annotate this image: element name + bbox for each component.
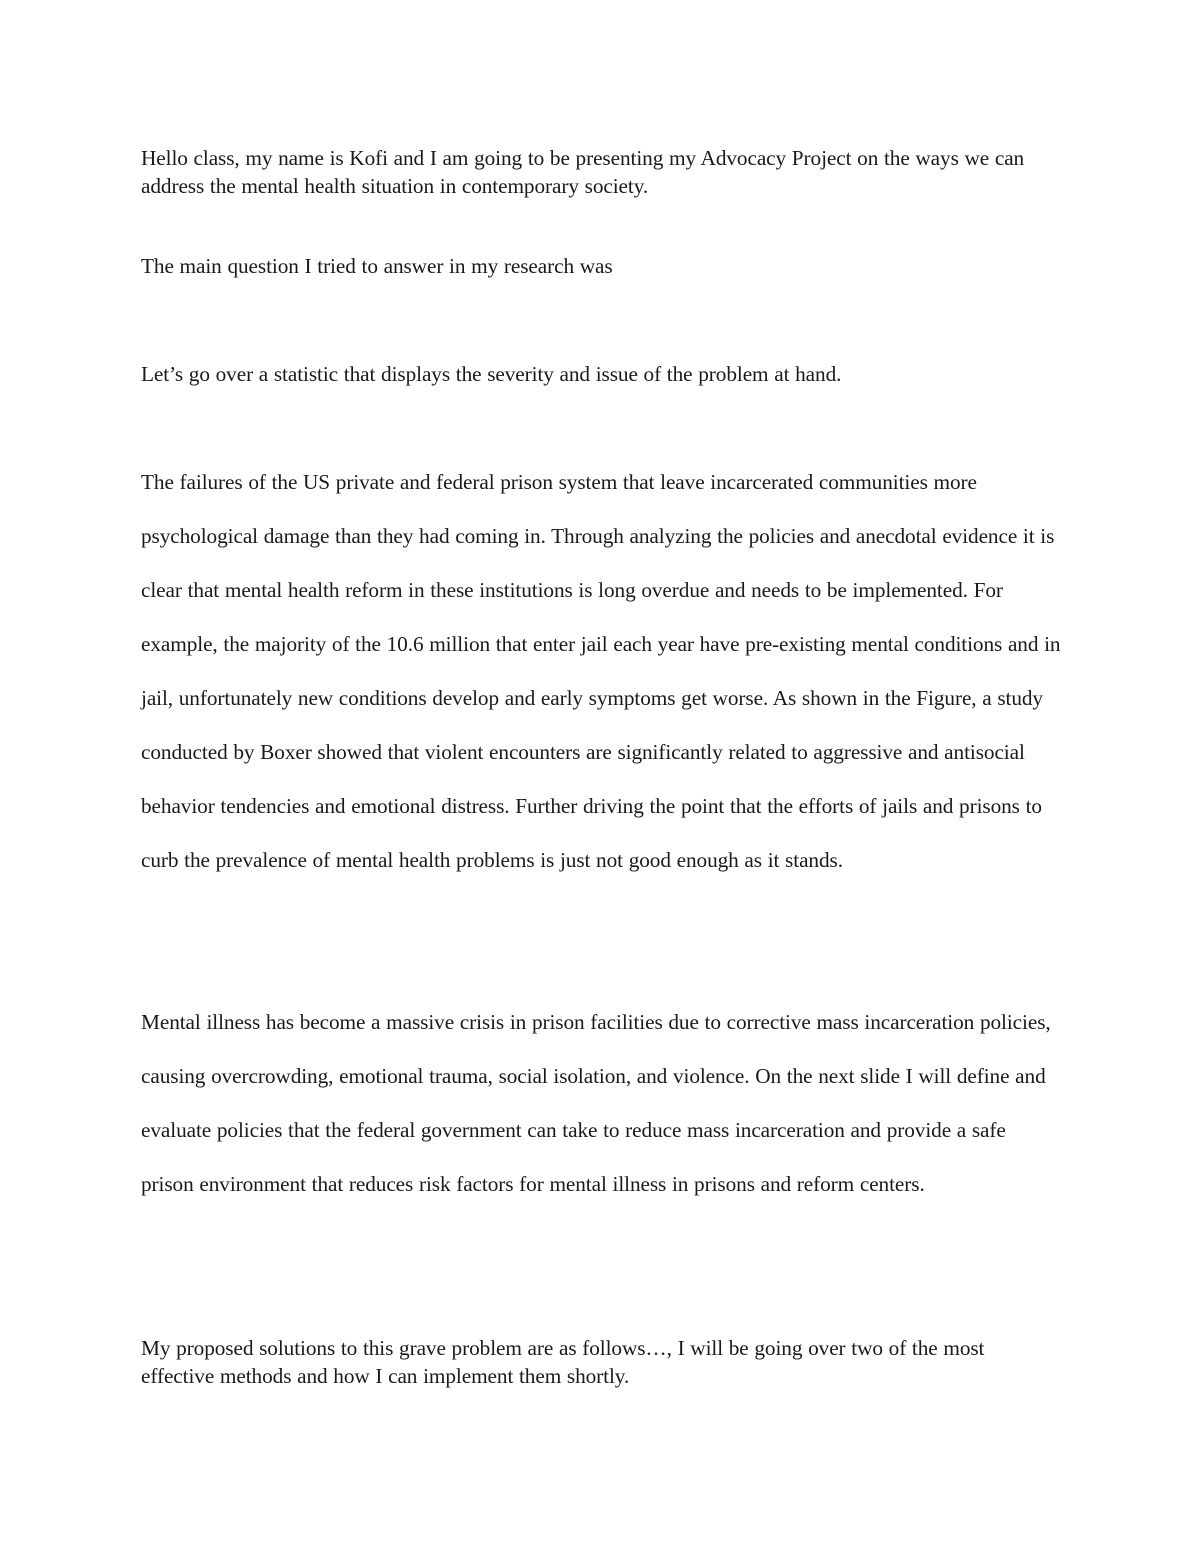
mental-illness-crisis-paragraph: Mental illness has become a massive crisis in prison facilities due to corrective mass incarceration policies, causing overcrowding, emotional trauma, social isolation, and violence. On the next slide I will define and evaluate policies that the federal government can take to reduce mass incarceration and provide a safe prison environment that reduces risk factors for mental illness in prisons and reform centers.	[141, 1010, 1051, 1196]
research-question-paragraph: The main question I tried to answer in my research was	[141, 254, 613, 278]
intro-paragraph: Hello class, my name is Kofi and I am going to be presenting my Advocacy Project on the ways we can address the mental health situation in contemporary society.	[141, 146, 1025, 198]
proposed-solutions-paragraph: My proposed solutions to this grave problem are as follows…, I will be going over two of the most effective methods and how I can implement them shortly.	[141, 1336, 985, 1388]
prison-failures-paragraph: The failures of the US private and federal prison system that leave incarcerated communities more psychological damage than they had coming in. Through analyzing the policies and anecdotal evidence it is clear that mental health reform in these institutions is long overdue and needs to be implemented. For example, the majority of the 10.6 million that enter jail each year have pre-existing mental conditions and in jail, unfortunately new conditions develop and early symptoms get worse. As shown in the Figure, a study conducted by Boxer showed that violent encounters are significantly related to aggressive and antisocial behavior tendencies and emotional distress. Further driving the point that the efforts of jails and prisons to curb the prevalence of mental health problems is just not good enough as it stands.	[141, 470, 1061, 872]
statistic-intro-paragraph: Let’s go over a statistic that displays the severity and issue of the problem at hand.	[141, 362, 842, 386]
